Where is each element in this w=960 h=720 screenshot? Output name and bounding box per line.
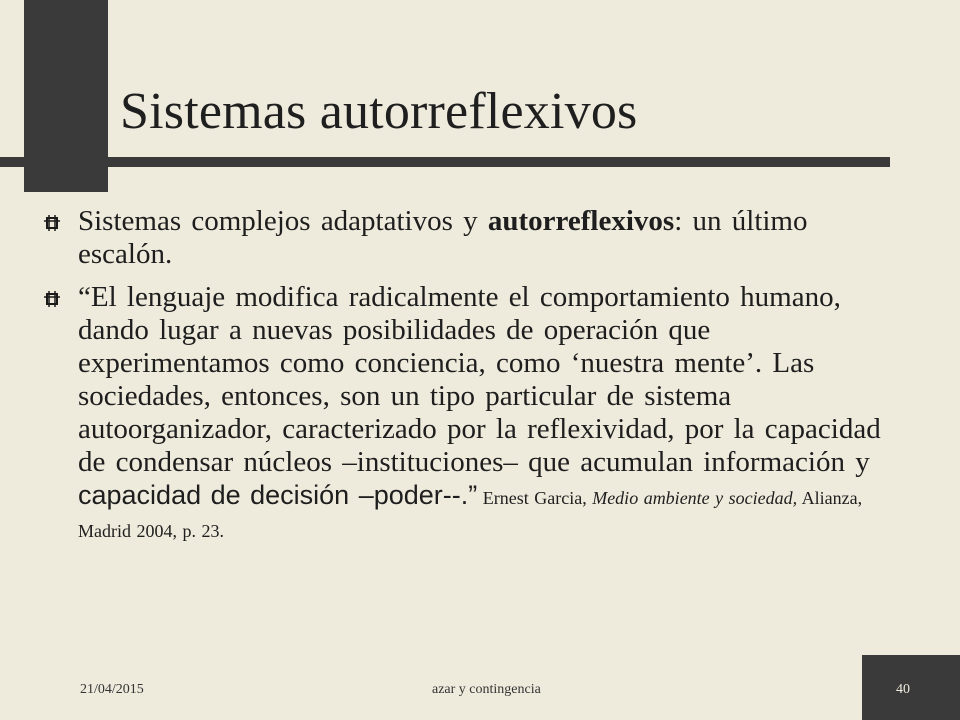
square-bullet-icon (44, 291, 60, 307)
quote-ending: capacidad de decisión –poder--.” (78, 480, 478, 510)
page-number-block (862, 655, 960, 720)
bullet1-pre: Sistemas complejos adaptativos y (78, 205, 488, 237)
footer-title: azar y contingencia (432, 682, 541, 697)
quote-text: “El lenguaje modifica radicalmente el comportamiento humano, dando lugar a nuevas posibilidades de operación que experimentamos como conciencia, como ‘nuestra mente’. Las sociedades, entonces, son un tipo particular de sistema autoorganizador, caracterizado por la reflexividad, por la capacidad de condensar núcleos –instituciones– que acumulan información y (78, 281, 881, 478)
footer-date: 21/04/2015 (80, 682, 144, 697)
square-bullet-icon (44, 215, 60, 231)
bullet-text-1 (78, 205, 902, 271)
bullet-list (42, 205, 902, 555)
bullet1-bold: autorreflexivos (487, 205, 675, 237)
bullet1-post: : un último escalón. (78, 205, 808, 270)
citation-author: Ernest Garcia, (477, 488, 593, 508)
bullet-text-2 (78, 281, 902, 545)
page-number: 40 (896, 682, 910, 697)
citation-rest: Alianza, Madrid 2004, p. 23. (78, 488, 863, 541)
citation-title: Medio ambiente y sociedad, (592, 488, 798, 508)
bullet-item-1 (42, 205, 902, 271)
title-underline-rule (0, 157, 890, 167)
bullet-item-2 (42, 281, 902, 545)
slide-title: Sistemas autorreflexivos (120, 83, 638, 140)
